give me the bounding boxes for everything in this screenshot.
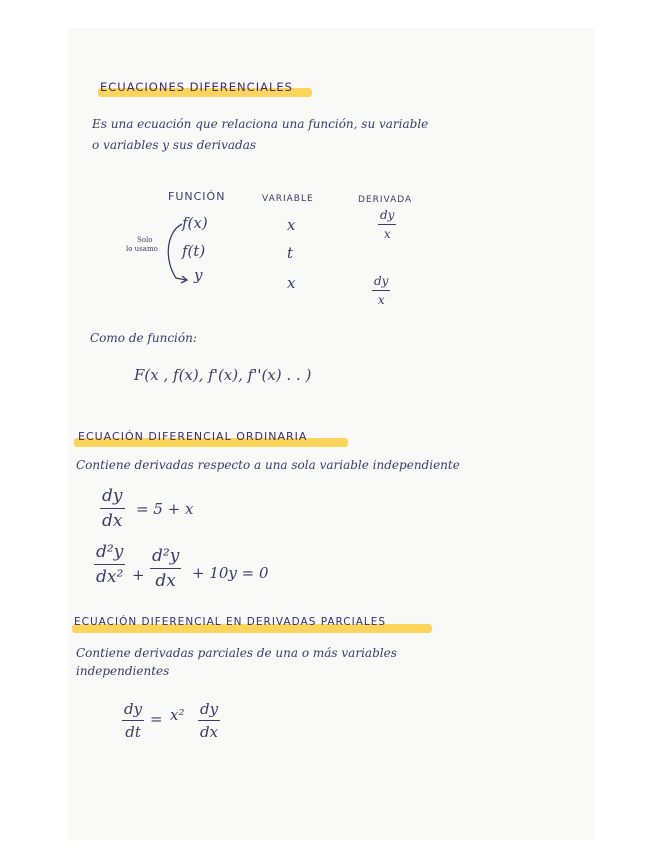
eq1-fraction: dy dx bbox=[102, 486, 123, 531]
table-header-variable: VARIABLE bbox=[262, 194, 314, 204]
function-form: F(x , f(x), f'(x), f''(x) . . ) bbox=[134, 366, 312, 384]
eq2-rhs: + 10y = 0 bbox=[192, 564, 269, 582]
intro-line-1: Es una ecuación que relaciona una función, su variable bbox=[92, 117, 429, 131]
parciales-description-2: independientes bbox=[76, 664, 170, 678]
derivative-row-3: dy x bbox=[374, 274, 389, 307]
table-header-funcion: FUNCIÓN bbox=[168, 190, 226, 203]
eq2-fraction-1: d²y dx² bbox=[96, 542, 124, 587]
parciales-description-1: Contiene derivadas parciales de una o más variables bbox=[76, 646, 397, 660]
variable-row-1: x bbox=[287, 216, 296, 234]
variable-row-3: x bbox=[287, 274, 296, 292]
variable-row-2: t bbox=[287, 244, 294, 262]
function-row-3: y bbox=[194, 266, 203, 284]
section-title-ecuaciones-diferenciales: ECUACIONES DIFERENCIALES bbox=[100, 80, 293, 94]
function-row-2: f(t) bbox=[182, 242, 206, 260]
section-title-ordinaria: ECUACIÓN DIFERENCIAL ORDINARIA bbox=[78, 430, 308, 443]
pde-left-fraction: dy dt bbox=[124, 700, 143, 741]
section-title-parciales: ECUACIÓN DIFERENCIAL EN DERIVADAS PARCIALES bbox=[74, 616, 387, 628]
side-note-line-1: Solo bbox=[137, 236, 153, 244]
table-header-derivada: DERIVADA bbox=[358, 195, 413, 205]
ordinaria-description: Contiene derivadas respecto a una sola variable independiente bbox=[76, 458, 460, 472]
caption-como-de-funcion: Como de función: bbox=[90, 331, 197, 345]
pde-right-fraction: dy dx bbox=[200, 700, 219, 741]
eq2-fraction-2: d²y dx bbox=[152, 546, 180, 591]
pde-x-squared: x² bbox=[170, 706, 185, 724]
pde-equals: = bbox=[150, 710, 163, 728]
derivative-row-1: dy x bbox=[380, 208, 395, 241]
intro-line-2: o variables y sus derivadas bbox=[92, 138, 257, 152]
side-note-line-2: lo usamo bbox=[126, 245, 158, 253]
eq1-rhs: = 5 + x bbox=[136, 500, 194, 518]
eq2-plus: + bbox=[132, 566, 145, 584]
function-row-1: f(x) bbox=[182, 214, 208, 232]
